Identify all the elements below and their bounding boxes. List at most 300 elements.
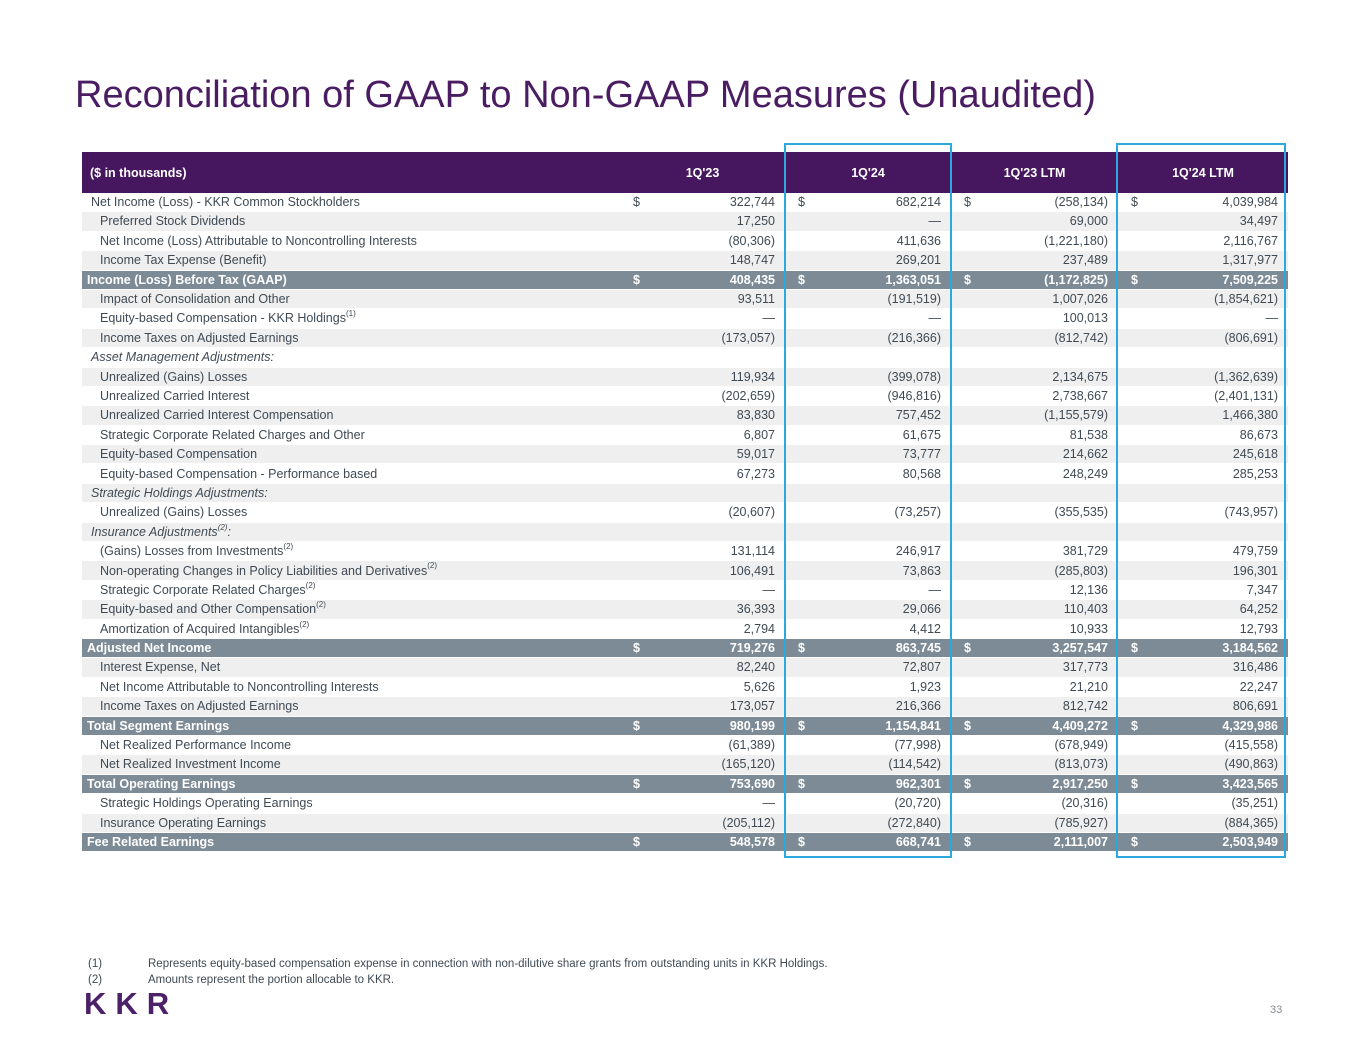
- dollar-sign: $: [964, 195, 971, 210]
- row-value: 668,741: [895, 834, 941, 849]
- row-value: 479,759: [1232, 544, 1278, 559]
- kkr-logo: KKR: [84, 986, 179, 1021]
- row-value-cell: [1118, 212, 1288, 230]
- row-value: (1,155,579): [1044, 408, 1108, 423]
- row-value: 59,017: [736, 447, 775, 462]
- row-value-cell: [1118, 562, 1288, 580]
- row-value: 12,136: [1069, 582, 1108, 597]
- table-total-row: [82, 271, 1288, 290]
- row-value: 2,503,949: [1222, 834, 1278, 849]
- row-label: Amortization of Acquired Intangibles$^{(2)}$: [100, 619, 310, 636]
- row-value: (2,401,131): [1214, 389, 1278, 403]
- table-row: [82, 600, 1288, 619]
- row-value: 148,747: [729, 253, 775, 268]
- row-value-cell: [620, 697, 785, 715]
- row-value: (35,251): [1231, 796, 1278, 811]
- row-value-cell: [620, 678, 785, 696]
- row-value: 719,276: [729, 641, 775, 656]
- row-value-cell: [785, 503, 951, 521]
- row-value-cell: [620, 465, 785, 483]
- row-value-cell: [620, 600, 785, 618]
- row-value-cell: [951, 794, 1118, 812]
- row-value: 22,247: [1239, 679, 1278, 694]
- row-value-cell: [785, 542, 951, 560]
- table-row: [82, 581, 1288, 600]
- footnote-1: [88, 956, 828, 972]
- row-value: 4,409,272: [1052, 718, 1108, 733]
- row-value: 2,794: [743, 621, 775, 636]
- table-row: [82, 406, 1288, 425]
- row-value: (173,057): [721, 330, 775, 345]
- row-value-cell: [951, 445, 1118, 463]
- row-value: 6,807: [743, 427, 775, 442]
- dollar-sign: $: [1131, 641, 1138, 656]
- row-value: (884,365): [1224, 815, 1278, 830]
- row-value-cell: [785, 639, 951, 657]
- row-value-cell: [951, 678, 1118, 696]
- row-value: 81,538: [1069, 427, 1108, 442]
- row-value-cell: [1118, 755, 1288, 773]
- dollar-sign: $: [798, 718, 805, 733]
- row-value-cell: [785, 232, 951, 250]
- row-value: 753,690: [729, 776, 775, 791]
- row-value-cell: [1118, 387, 1288, 405]
- footnote-1-text: Represents equity-based compensation expense in connection with non-dilutive share grants from outstanding units in KKR Holdings.: [148, 958, 828, 970]
- row-value-cell: [785, 775, 951, 793]
- row-value-cell: [951, 736, 1118, 754]
- row-value-cell: [620, 232, 785, 250]
- row-value-cell: [620, 639, 785, 657]
- row-label: Impact of Consolidation and Other: [100, 292, 290, 307]
- row-value: (806,691): [1224, 330, 1278, 345]
- row-label: Equity-based and Other Compensation$^{(2)}$: [100, 600, 326, 617]
- row-value: (216,366): [887, 330, 941, 345]
- row-value-cell: [951, 290, 1118, 308]
- row-value-cell: [620, 426, 785, 444]
- table-row: [82, 387, 1288, 406]
- row-value: 83,830: [736, 408, 775, 423]
- row-value-cell: [1118, 697, 1288, 715]
- row-value: 408,435: [729, 272, 775, 287]
- row-value-cell: [951, 193, 1118, 211]
- row-value-cell: [1118, 620, 1288, 638]
- table-section-row: [82, 484, 1288, 503]
- row-value-cell: [785, 387, 951, 405]
- row-value: (272,840): [887, 815, 941, 830]
- row-value: 4,329,986: [1222, 718, 1278, 733]
- table-row: [82, 697, 1288, 716]
- row-value-cell: [785, 445, 951, 463]
- row-value: (165,120): [721, 757, 775, 772]
- row-value: 7,509,225: [1222, 272, 1278, 287]
- table-row: [82, 736, 1288, 755]
- row-value: (1,172,825): [1044, 272, 1108, 287]
- row-value-cell: [785, 406, 951, 424]
- row-value-cell: [785, 678, 951, 696]
- row-value-cell: [1118, 368, 1288, 386]
- row-value-cell: [951, 814, 1118, 832]
- row-value: 131,114: [730, 544, 775, 559]
- row-value-cell: [951, 717, 1118, 735]
- row-value: 100,013: [1062, 311, 1108, 326]
- dollar-sign: $: [633, 641, 640, 656]
- table-header-1q23-ltm: 1Q'23 LTM: [1003, 165, 1066, 180]
- row-value-cell: [620, 271, 785, 289]
- dollar-sign: $: [633, 718, 640, 733]
- row-value-cell: [785, 271, 951, 289]
- row-value-cell: [951, 833, 1118, 851]
- row-value: 82,240: [736, 660, 775, 675]
- table-row: [82, 212, 1288, 231]
- row-value: —: [762, 311, 775, 326]
- row-value: (285,803): [1054, 563, 1108, 578]
- dollar-sign: $: [633, 272, 640, 287]
- table-row: [82, 814, 1288, 833]
- row-value-cell: [620, 581, 785, 599]
- row-value: 285,253: [1232, 466, 1278, 481]
- row-value: 17,250: [736, 214, 775, 229]
- row-value-cell: [951, 697, 1118, 715]
- row-value: 86,673: [1239, 427, 1278, 442]
- table-header-1q24-ltm: 1Q'24 LTM: [1172, 165, 1234, 180]
- row-label: Total Segment Earnings: [87, 718, 230, 733]
- table-total-row: [82, 775, 1288, 794]
- row-value: 246,917: [895, 544, 941, 559]
- row-label: (Gains) Losses from Investments$^{(2)}$: [100, 542, 294, 559]
- row-value-cell: [1118, 503, 1288, 521]
- row-value: 1,466,380: [1222, 408, 1278, 423]
- row-label: Income Taxes on Adjusted Earnings: [100, 330, 299, 345]
- row-value-cell: [1118, 232, 1288, 250]
- row-label: Equity-based Compensation - KKR Holdings$^{(1)}$: [100, 309, 356, 326]
- table-body: [82, 193, 1288, 852]
- row-value-cell: [1118, 251, 1288, 269]
- row-value: 2,111,007: [1053, 834, 1108, 849]
- row-value-cell: [951, 542, 1118, 560]
- row-value: 119,934: [730, 369, 775, 384]
- table-header-units-label: ($ in thousands): [90, 165, 187, 180]
- row-value-cell: [785, 368, 951, 386]
- row-value: (812,742): [1054, 330, 1108, 345]
- page-number: 33: [1270, 1004, 1283, 1016]
- row-value-cell: [785, 717, 951, 735]
- row-value: 10,933: [1069, 621, 1108, 636]
- row-label: Net Income (Loss) - KKR Common Stockholders: [91, 195, 360, 210]
- row-value: 2,116,767: [1223, 233, 1278, 248]
- dollar-sign: $: [964, 718, 971, 733]
- row-label: Preferred Stock Dividends: [100, 214, 246, 229]
- row-value: (77,998): [894, 738, 941, 753]
- row-value: 29,066: [902, 602, 941, 617]
- row-label: Income Tax Expense (Benefit): [100, 253, 267, 268]
- row-value-cell: [951, 387, 1118, 405]
- dollar-sign: $: [1131, 776, 1138, 791]
- row-value-cell: [1118, 445, 1288, 463]
- row-label: Unrealized (Gains) Losses: [100, 505, 248, 520]
- row-value-cell: [785, 794, 951, 812]
- row-value: 316,486: [1232, 660, 1278, 675]
- row-value: (191,519): [887, 292, 941, 307]
- row-value: 245,618: [1232, 447, 1278, 462]
- row-value-cell: [1118, 406, 1288, 424]
- table-row: [82, 464, 1288, 483]
- dollar-sign: $: [964, 776, 971, 791]
- row-value: (114,542): [888, 757, 941, 772]
- row-value-cell: [1118, 833, 1288, 851]
- row-value: 34,497: [1239, 214, 1278, 229]
- row-value-cell: [1118, 678, 1288, 696]
- row-value: 36,393: [736, 602, 775, 617]
- row-value-cell: [620, 368, 785, 386]
- row-value: 12,793: [1239, 621, 1278, 636]
- row-value-cell: [785, 581, 951, 599]
- row-value: (20,607): [728, 505, 775, 520]
- row-value: —: [928, 582, 941, 597]
- row-value-cell: [1118, 794, 1288, 812]
- row-value-cell: [620, 193, 785, 211]
- row-value: (813,073): [1054, 757, 1108, 772]
- table-row: [82, 794, 1288, 813]
- row-value: 1,317,977: [1222, 253, 1278, 268]
- row-value: 173,057: [729, 699, 775, 714]
- dollar-sign: $: [798, 195, 805, 210]
- row-value: 962,301: [895, 776, 941, 791]
- row-value: (20,720): [894, 796, 941, 811]
- row-value-cell: [785, 465, 951, 483]
- row-value-cell: [1118, 600, 1288, 618]
- dollar-sign: $: [798, 641, 805, 656]
- row-value-cell: [785, 814, 951, 832]
- row-value-cell: [785, 833, 951, 851]
- row-value: 64,252: [1239, 602, 1278, 617]
- row-value: (678,949): [1054, 738, 1108, 753]
- row-value: (415,558): [1224, 738, 1278, 753]
- table-row: [82, 329, 1288, 348]
- row-value-cell: [1118, 639, 1288, 657]
- row-value-cell: [951, 503, 1118, 521]
- row-value: 757,452: [895, 408, 941, 423]
- row-value-cell: [620, 775, 785, 793]
- table-row: [82, 620, 1288, 639]
- table-row: [82, 290, 1288, 309]
- table-header-1q24: 1Q'24: [851, 165, 885, 180]
- row-label: Interest Expense, Net: [100, 660, 221, 675]
- row-value: 2,917,250: [1052, 776, 1108, 791]
- footnote-1-number: (1): [88, 958, 103, 970]
- row-value-cell: [620, 794, 785, 812]
- row-label: Non-operating Changes in Policy Liabilities and Derivatives$^{(2)}$: [100, 561, 438, 578]
- row-value: 72,807: [902, 660, 941, 675]
- table-row: [82, 426, 1288, 445]
- row-value-cell: [620, 387, 785, 405]
- table-section-row: [82, 348, 1288, 367]
- row-value-cell: [620, 658, 785, 676]
- row-label: Net Income (Loss) Attributable to Noncontrolling Interests: [100, 233, 417, 248]
- table-section-row: [82, 523, 1288, 542]
- table-row: [82, 542, 1288, 561]
- row-value-cell: [1118, 814, 1288, 832]
- row-value-cell: [951, 251, 1118, 269]
- row-value-cell: [620, 814, 785, 832]
- row-label: Fee Related Earnings: [87, 834, 215, 849]
- row-label: Net Realized Performance Income: [100, 738, 292, 753]
- row-value-cell: [620, 620, 785, 638]
- row-value-cell: [1118, 193, 1288, 211]
- row-label: Total Operating Earnings: [87, 776, 236, 791]
- row-value: 21,210: [1069, 679, 1108, 694]
- row-value: 7,347: [1246, 582, 1278, 597]
- dollar-sign: $: [633, 834, 640, 849]
- row-value: 4,412: [909, 621, 941, 636]
- footnote-2-text: Amounts represent the portion allocable to KKR.: [148, 974, 395, 986]
- row-value-cell: [1118, 581, 1288, 599]
- row-value-cell: [951, 620, 1118, 638]
- row-value-cell: [785, 600, 951, 618]
- row-value-cell: [951, 465, 1118, 483]
- row-value: 248,249: [1062, 466, 1108, 481]
- row-value: (399,078): [887, 369, 941, 384]
- table-row: [82, 561, 1288, 580]
- row-label: Strategic Holdings Adjustments:: [91, 485, 268, 500]
- row-value: 3,184,562: [1222, 641, 1278, 656]
- row-value: 216,366: [895, 699, 941, 714]
- row-value-cell: [951, 232, 1118, 250]
- table-row: [82, 368, 1288, 387]
- row-value: 322,744: [729, 195, 775, 210]
- row-value-cell: [785, 736, 951, 754]
- row-value-cell: [1118, 271, 1288, 289]
- row-value-cell: [620, 562, 785, 580]
- row-value-cell: [1118, 717, 1288, 735]
- row-value: (490,863): [1224, 757, 1278, 772]
- row-value: 196,301: [1232, 563, 1278, 578]
- dollar-sign: $: [964, 272, 971, 287]
- row-value: 317,773: [1062, 660, 1108, 675]
- row-value-cell: [951, 426, 1118, 444]
- row-label: Equity-based Compensation - Performance based: [100, 466, 378, 481]
- table-total-row: [82, 717, 1288, 736]
- dollar-sign: $: [633, 776, 640, 791]
- row-value: (743,957): [1224, 505, 1278, 520]
- row-value: 1,007,026: [1052, 292, 1108, 307]
- row-label: Insurance Operating Earnings: [100, 815, 267, 830]
- row-value: 3,423,565: [1222, 776, 1278, 791]
- row-value-cell: [1118, 426, 1288, 444]
- row-value-cell: [620, 251, 785, 269]
- row-value: 269,201: [895, 253, 941, 268]
- table-header-1q23: 1Q'23: [685, 165, 720, 180]
- dollar-sign: $: [964, 641, 971, 656]
- row-value: (946,816): [887, 389, 941, 403]
- row-value-cell: [1118, 736, 1288, 754]
- dollar-sign: $: [633, 195, 640, 210]
- row-value-cell: [620, 212, 785, 230]
- row-value-cell: [951, 562, 1118, 580]
- row-value-cell: [951, 775, 1118, 793]
- row-value: 67,273: [736, 466, 775, 481]
- row-value-cell: [1118, 329, 1288, 347]
- row-value: 411,636: [896, 233, 941, 248]
- dollar-sign: $: [1131, 195, 1138, 210]
- row-value: (1,362,639): [1214, 369, 1278, 384]
- row-value: 1,923: [909, 679, 941, 694]
- row-value-cell: [785, 658, 951, 676]
- row-value: 812,742: [1062, 699, 1108, 714]
- row-value: (785,927): [1054, 815, 1108, 830]
- table-total-row: [82, 639, 1288, 658]
- row-value-cell: [951, 406, 1118, 424]
- row-value-cell: [1118, 542, 1288, 560]
- row-value-cell: [951, 271, 1118, 289]
- row-value: 2,134,675: [1052, 369, 1108, 384]
- row-value: —: [762, 796, 775, 811]
- dollar-sign: $: [1131, 834, 1138, 849]
- row-label: Insurance Adjustments$^{(2)}$:: [91, 522, 231, 539]
- row-value: 214,662: [1062, 447, 1108, 462]
- row-value: 61,675: [902, 427, 941, 442]
- row-value-cell: [785, 193, 951, 211]
- table-row: [82, 193, 1288, 212]
- table-row: [82, 678, 1288, 697]
- dollar-sign: $: [964, 834, 971, 849]
- row-value: 381,729: [1062, 544, 1108, 559]
- row-value-cell: [951, 639, 1118, 657]
- row-value-cell: [785, 697, 951, 715]
- row-value-cell: [951, 212, 1118, 230]
- row-value-cell: [951, 581, 1118, 599]
- table-row: [82, 503, 1288, 522]
- row-value-cell: [785, 755, 951, 773]
- table-row: [82, 445, 1288, 464]
- row-value-cell: [620, 445, 785, 463]
- row-value: 80,568: [902, 466, 941, 481]
- row-value: (1,221,180): [1044, 233, 1108, 248]
- row-label: Asset Management Adjustments:: [91, 350, 274, 365]
- row-value: —: [928, 311, 941, 326]
- row-value: —: [1265, 311, 1278, 326]
- row-value: (80,306): [728, 233, 775, 248]
- row-value-cell: [1118, 658, 1288, 676]
- row-value: (258,134): [1054, 195, 1108, 210]
- dollar-sign: $: [1131, 272, 1138, 287]
- row-value-cell: [620, 290, 785, 308]
- row-value-cell: [785, 426, 951, 444]
- row-value: (61,389): [728, 738, 775, 753]
- page-title: Reconciliation of GAAP to Non-GAAP Measures (Unaudited): [75, 74, 1096, 116]
- row-value-cell: [951, 658, 1118, 676]
- row-value-cell: [1118, 775, 1288, 793]
- row-value: 863,745: [895, 641, 941, 656]
- row-value: (1,854,621): [1214, 292, 1278, 307]
- dollar-sign: $: [798, 834, 805, 849]
- footnote-2: [88, 972, 828, 988]
- table-row: [82, 658, 1288, 677]
- row-value: 73,863: [902, 563, 941, 578]
- row-value-cell: [620, 542, 785, 560]
- row-value-cell: [1118, 290, 1288, 308]
- row-value: 93,511: [737, 292, 775, 307]
- row-label: Unrealized (Gains) Losses: [100, 369, 248, 384]
- row-value-cell: [785, 309, 951, 327]
- row-value: 980,199: [729, 718, 775, 733]
- row-value-cell: [620, 309, 785, 327]
- row-value-cell: [620, 503, 785, 521]
- row-value-cell: [951, 755, 1118, 773]
- row-value: 682,214: [895, 195, 941, 210]
- row-value: 5,626: [743, 679, 775, 694]
- row-value: 1,363,051: [885, 272, 941, 287]
- row-value-cell: [1118, 465, 1288, 483]
